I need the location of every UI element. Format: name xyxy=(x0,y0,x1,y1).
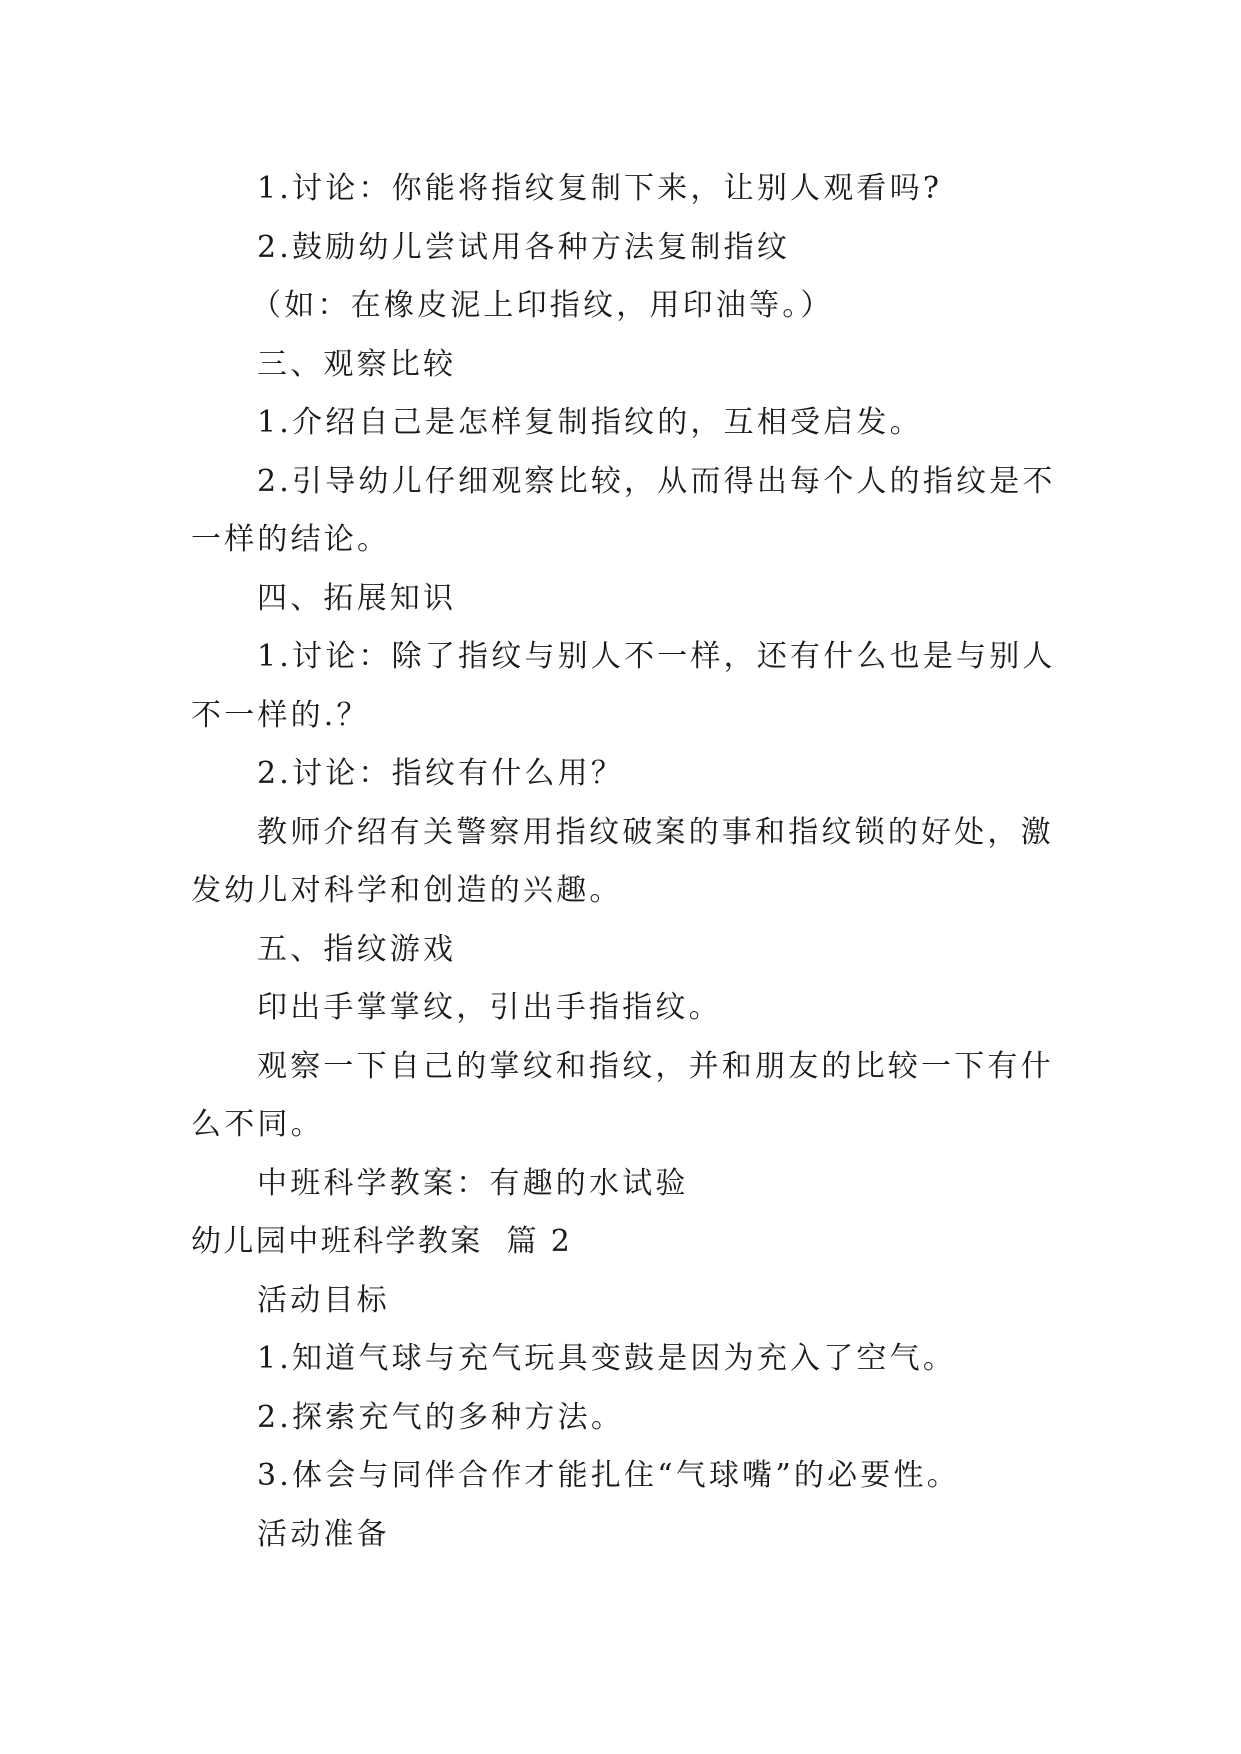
lesson-heading: 幼儿园中班科学教案 篇 2 xyxy=(191,1224,573,1259)
paragraph-goal-1: 1.知道气球与充气玩具变鼓是因为充入了空气。 xyxy=(257,1341,957,1376)
paragraph-next-lesson-title: 中班科学教案：有趣的水试验 xyxy=(257,1165,689,1201)
paragraph-goal-2: 2.探索充气的多种方法。 xyxy=(257,1399,625,1435)
paragraph-encourage-copy: 2.鼓励幼儿尝试用各种方法复制指纹 xyxy=(257,229,791,265)
section-heading-expand: 四、拓展知识 xyxy=(257,580,457,616)
paragraph-print-palm: 印出手掌掌纹，引出手指指纹。 xyxy=(257,990,722,1025)
paragraph-introduce-method: 1.介绍自己是怎样复制指纹的，互相受启发。 xyxy=(257,405,923,440)
paragraph-goal-3: 3.体会与同伴合作才能扎住“气球嘴”的必要性。 xyxy=(257,1458,960,1493)
paragraph-teacher-intro: 教师介绍有关警察用指纹破案的事和指纹锁的好处，激发幼儿对科学和创造的兴趣。 xyxy=(191,814,1054,908)
section-heading-game: 五、指纹游戏 xyxy=(257,931,457,967)
section-heading-observe: 三、观察比较 xyxy=(257,346,457,382)
paragraph-discussion-different: 1.讨论：除了指纹与别人不一样，还有什么也是与别人不一样的.？ xyxy=(191,639,1056,733)
paragraph-observe-prints: 观察一下自己的掌纹和指纹，并和朋友的比较一下有什么不同。 xyxy=(191,1048,1054,1142)
paragraph-guide-compare: 2.引导幼儿仔细观察比较，从而得出每个人的指纹是不一样的结论。 xyxy=(191,463,1056,557)
section-heading-preparation: 活动准备 xyxy=(257,1516,390,1552)
paragraph-examples: （如：在橡皮泥上印指纹，用印油等。） xyxy=(251,288,834,323)
paragraph-discussion-copy: 1.讨论：你能将指纹复制下来，让别人观看吗? xyxy=(257,171,943,206)
paragraph-discussion-use: 2.讨论：指纹有什么用？ xyxy=(257,756,625,791)
document-body xyxy=(191,160,1061,1564)
section-heading-goals: 活动目标 xyxy=(257,1282,390,1318)
